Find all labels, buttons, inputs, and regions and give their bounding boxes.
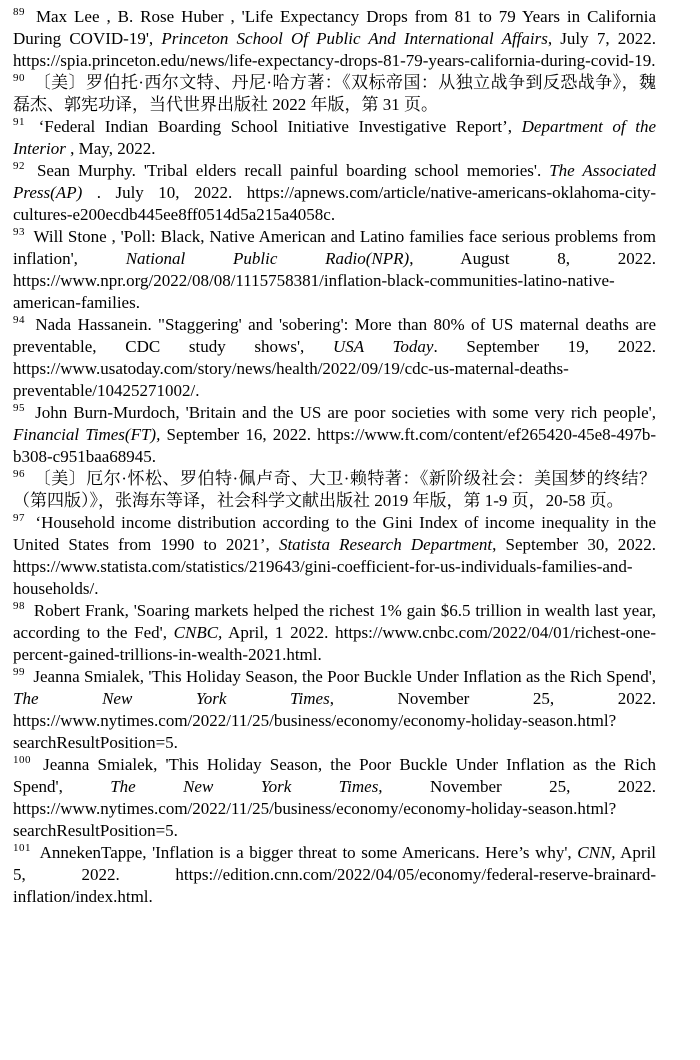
footnote-url[interactable]: https://www.nytimes.com/2022/11/25/business/economy/economy-holiday-season.html?searchResultPosition=5. bbox=[13, 799, 617, 840]
footnote-number: 91 bbox=[13, 116, 25, 129]
footnote-text: April, 1 2022. bbox=[222, 623, 336, 642]
footnote-text: Nada Hassanein. "Staggering' and 'sobering': More than 80% of US maternal deaths are preventable, CDC study shows', bbox=[13, 315, 657, 356]
footnote-number: 98 bbox=[13, 600, 25, 613]
footnote bbox=[13, 666, 656, 754]
footnote-source-title: CNBC, bbox=[173, 623, 223, 642]
footnote-text: . September 19, 2022. bbox=[433, 337, 656, 356]
footnote bbox=[13, 754, 656, 842]
footnote bbox=[13, 512, 656, 600]
footnote bbox=[13, 6, 656, 72]
footnote-text: September 16, 2022. bbox=[160, 425, 318, 444]
footnote-url[interactable]: https://www.cnbc.com/2022/04/01/richest-one-percent-gained-trillions-in-wealth-2021.html. bbox=[13, 623, 656, 664]
footnote bbox=[13, 116, 656, 160]
footnote-text: Sean Murphy. 'Tribal elders recall painful boarding school memories'. bbox=[36, 161, 550, 180]
footnote bbox=[13, 600, 656, 666]
footnote-number: 89 bbox=[13, 6, 25, 19]
footnote-number: 95 bbox=[13, 402, 25, 415]
footnote bbox=[13, 314, 656, 402]
footnote-text: 〔美〕厄尔·怀松、罗伯特·佩卢奇、大卫·赖特著：《新阶级社会：美国梦的终结？（第四版）》，张海东等译，社会科学文献出版社 2019 年版，第 1-9 页，20-58 页。 bbox=[13, 469, 657, 510]
footnote bbox=[13, 842, 656, 908]
footnote-text: Robert Frank, 'Soaring markets helped the richest 1% gain $6.5 trillion in wealth last year, according to the Fed', bbox=[13, 601, 657, 642]
footnote-url[interactable]: https://www.statista.com/statistics/219643/gini-coefficient-for-us-individuals-families-and-households/. bbox=[13, 557, 633, 598]
footnote-number: 92 bbox=[13, 160, 25, 173]
footnote-url[interactable]: https://apnews.com/article/native-americans-oklahoma-city-cultures-e200ecdb445ee8ff0514d5a215a4058c. bbox=[13, 183, 656, 224]
footnote-source-title: The Associated Press(AP) bbox=[13, 161, 657, 202]
footnote-text: John Burn-Murdoch, 'Britain and the US are poor societies with some very rich people', bbox=[35, 403, 656, 422]
footnote-number: 100 bbox=[13, 754, 31, 767]
footnote-source-title: The New York Times bbox=[13, 689, 330, 708]
footnote-source-title: Financial Times(FT), bbox=[13, 425, 161, 444]
footnote-number: 90 bbox=[13, 72, 25, 85]
footnote-source-title: CNN, bbox=[577, 843, 616, 862]
footnote-text: , August 8, 2022. bbox=[409, 249, 656, 268]
footnote-number: 97 bbox=[13, 512, 25, 525]
footnote-text: Jeanna Smialek, 'This Holiday Season, the Poor Buckle Under Inflation as the Rich Spend', bbox=[13, 755, 656, 796]
footnote bbox=[13, 160, 656, 226]
footnote-text: , July 7, 2022. bbox=[547, 29, 657, 48]
footnote-text: April 5, 2022. bbox=[13, 843, 657, 884]
footnote-text: ‘Household income distribution according to the Gini Index of income inequality in the United States from 1990 to 2021’, bbox=[13, 513, 657, 554]
footnote bbox=[13, 468, 656, 512]
footnote-source-title: Princeton School Of Public And International Affairs bbox=[161, 29, 548, 48]
footnote-number: 101 bbox=[13, 842, 31, 855]
footnote-text: Jeanna Smialek, 'This Holiday Season, the Poor Buckle Under Inflation as the Rich Spend', bbox=[33, 667, 657, 686]
footnote-number: 96 bbox=[13, 468, 25, 481]
footnote-source-title: Department of the Interior bbox=[13, 117, 656, 158]
footnote-text: , September 30, 2022. bbox=[492, 535, 656, 554]
footnote-number: 94 bbox=[13, 314, 25, 327]
footnote-number: 99 bbox=[13, 666, 25, 679]
footnote-url[interactable]: https://www.npr.org/2022/08/08/1115758381/inflation-black-communities-latino-native-american-families. bbox=[13, 271, 615, 312]
footnote-text: November 25, 2022. bbox=[382, 777, 656, 796]
footnote-text: , May, 2022. bbox=[65, 139, 156, 158]
footnote-source-title: National Public Radio(NPR) bbox=[125, 249, 410, 268]
footnote-source-title: Statista Research Department bbox=[278, 535, 493, 554]
footnote-url[interactable]: https://www.nytimes.com/2022/11/25/business/economy/economy-holiday-season.html?searchResultPosition=5. bbox=[13, 711, 617, 752]
footnote-source-title: The New York Times, bbox=[110, 777, 383, 796]
footnote-url[interactable]: https://edition.cnn.com/2022/04/05/economy/federal-reserve-brainard-inflation/index.html. bbox=[13, 865, 656, 906]
footnote bbox=[13, 402, 656, 468]
footnote-text: 〔美〕罗伯托·西尔文特、丹尼·哈方著：《双标帝国：从独立战争到反恐战争》，魏磊杰、郭宪功译，当代世界出版社 2022 年版，第 31 页。 bbox=[13, 73, 656, 114]
footnote-number: 93 bbox=[13, 226, 25, 239]
footnote-url[interactable]: https://www.usatoday.com/story/news/health/2022/09/19/cdc-us-maternal-deaths-preventable/10425271002/. bbox=[13, 359, 569, 400]
footnote-text: , November 25, 2022. bbox=[329, 689, 656, 708]
footnote-text: AnnekenTappe, 'Inflation is a bigger threat to some Americans. Here’s why', bbox=[39, 843, 578, 862]
footnote-text: ‘Federal Indian Boarding School Initiative Investigative Report’, bbox=[38, 117, 522, 136]
footnote bbox=[13, 72, 656, 116]
footnote-source-title: USA Today bbox=[332, 337, 434, 356]
footnote-url[interactable]: https://www.ft.com/content/ef265420-45e8-497b-b308-c951baa68945. bbox=[13, 425, 656, 466]
footnote-text: Max Lee , B. Rose Huber , 'Life Expectancy Drops from 81 to 79 Years in California During COVID-19', bbox=[13, 7, 657, 48]
footnote-text: Will Stone , 'Poll: Black, Native American and Latino families face serious problems from inflation', bbox=[13, 227, 656, 268]
footnote-url[interactable]: https://spia.princeton.edu/news/life-expectancy-drops-81-79-years-california-during-covid-19. bbox=[13, 51, 656, 70]
footnote bbox=[13, 226, 656, 314]
footnote-text: . July 10, 2022. bbox=[82, 183, 247, 202]
